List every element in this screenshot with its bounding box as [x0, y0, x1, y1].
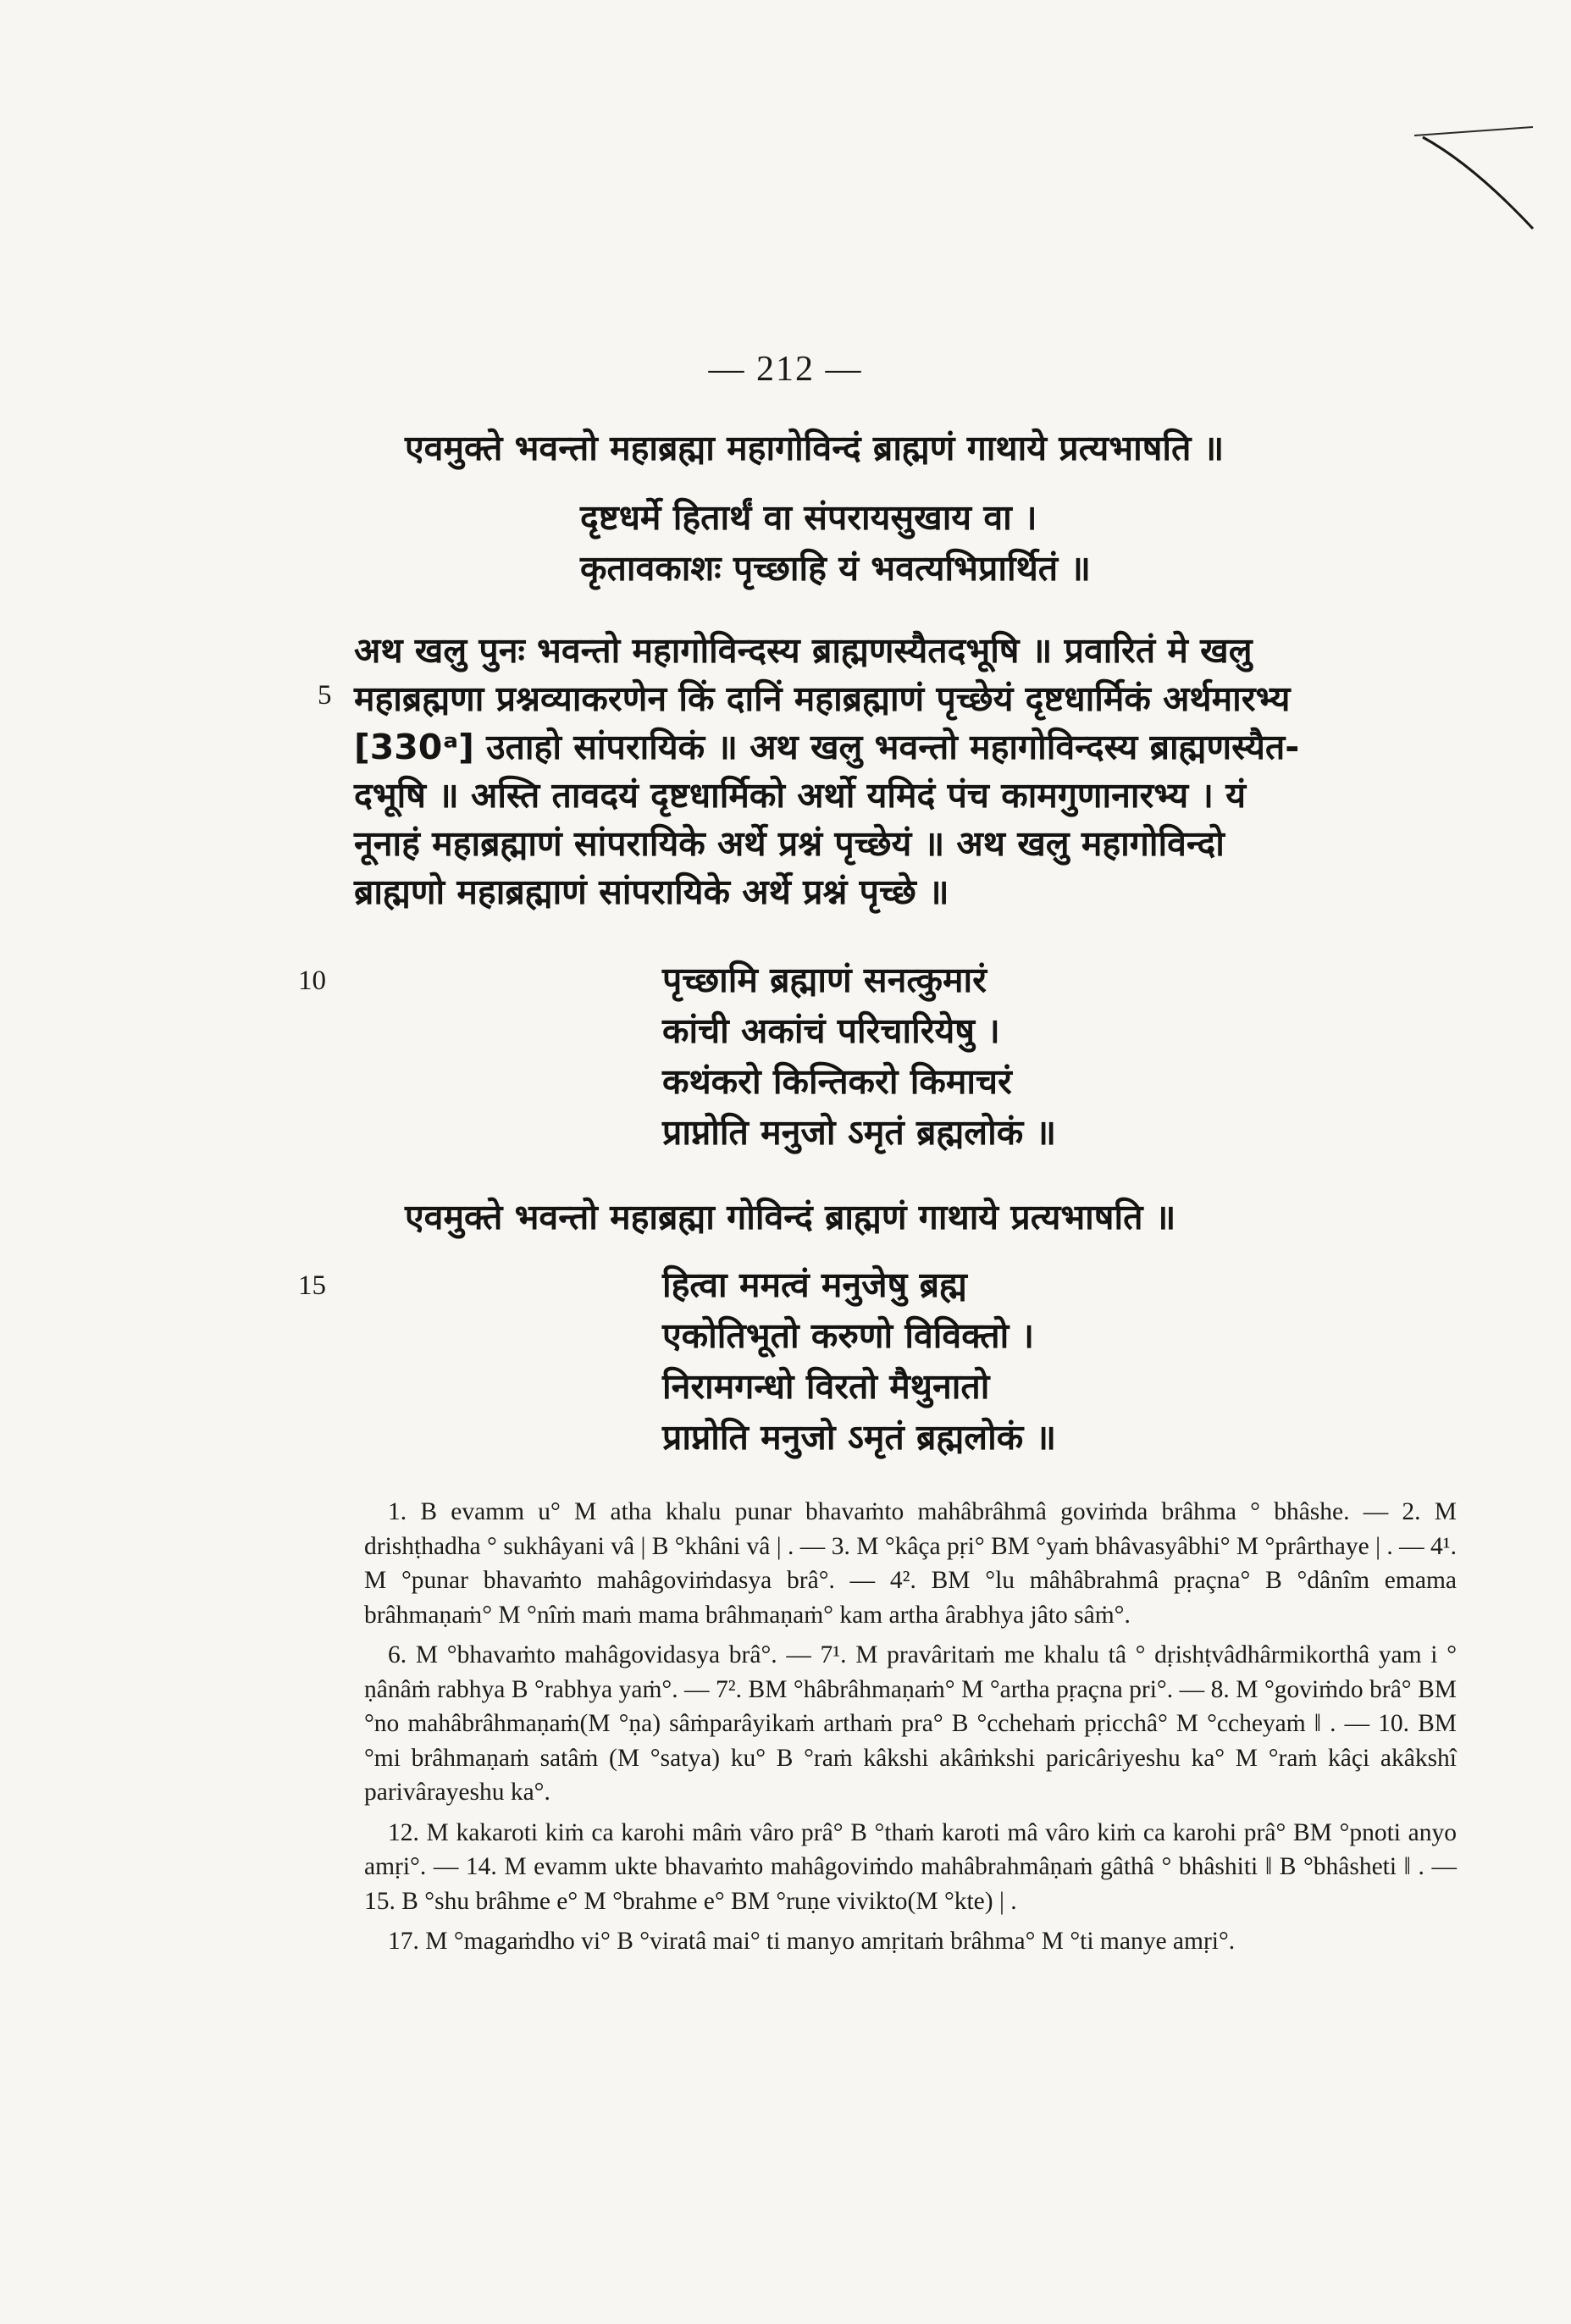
line-number-10: 10 [298, 966, 326, 996]
prose-line-2: महाब्रह्मणा प्रश्नव्याकरणेन किं दानिं महाब्रह्माणं पृच्छेयं दृष्टधार्मिकं अर्थमारभ्य [354, 678, 1291, 719]
verse-2-line-2: कांची अकांचं परिचारियेषु । [662, 1010, 1000, 1051]
prose-line-1: अथ खलु पुनः भवन्तो महागोविन्दस्य ब्राह्मणस्यैतदभूषि ॥ प्रवारितं मे खलु [354, 630, 1253, 671]
verse-2-line-3: कथंकरो किन्तिकरो किमाचरं [662, 1061, 1012, 1102]
verse-2-line-1: पृच्छामि ब्रह्माणं सनत्कुमारं [662, 960, 987, 1000]
intro-line-2: एवमुक्ते भवन्तो महाब्रह्मा गोविन्दं ब्राह्मणं गाथाये प्रत्यभाषति ॥ [405, 1197, 1176, 1237]
page-number: — 212 — [708, 350, 863, 389]
prose-line-5: नूनाहं महाब्रह्माणं सांपरायिके अर्थे प्रश्नं पृच्छेयं ॥ अथ खलु महागोविन्दो [354, 823, 1225, 864]
line-number-5: 5 [318, 680, 332, 711]
verse-2-line-4: प्राप्नोति मनुजो ऽमृतं ब्रह्मलोकं ॥ [662, 1112, 1057, 1153]
verse-3-line-1: हित्वा ममत्वं मनुजेषु ब्रह्म [662, 1264, 967, 1305]
verse-1-line-2: कृतावकाशः पृच्छाहि यं भवत्यभिप्रार्थितं ॥ [580, 548, 1091, 589]
corner-scratch-mark [1406, 119, 1541, 237]
note-paragraph: 6. M °bhavaṁto mahâgovidasya brâ°. — 7¹. M pravâritaṁ me khalu tâ ° dṛishṭvâdhârmikorthâ yam i ° ṇânâṁ rabhya B °rabhya yaṁ°. — 7². BM °hâbrâhmaṇaṁ° M °artha pṛaçna pri°. — 8. M °goviṁdo brâ° BM °no mahâbrâhmaṇaṁ(M °ṇa) sâṁparâyikaṁ arthaṁ pra° B °cchehaṁ pṛicchâ° M °ccheyaṁ ‖ . — 10. BM °mi brâhmaṇaṁ satâṁ (M °satya) ku° B °raṁ kâkshi akâṁkshi paricâriyeshu ka° M °raṁ kâçi akâkshî parivârayeshu ka°. [364, 1641, 1457, 1806]
note-paragraph: 12. M kakaroti kiṁ ca karohi mâṁ vâro prâ° B °thaṁ karoti mâ vâro kiṁ ca karohi prâ° BM °pnoti anyo amṛi°. — 14. M evamm ukte bhavaṁto mahâgoviṁdo mahâbrahmâṇaṁ gâthâ ° bhâshiti ‖ B °bhâsheti ‖ . — 15. B °shu brâhme e° M °brahme e° BM °ruṇe vivikto(M °kte) | . [364, 1818, 1457, 1915]
prose-line-6: ब्राह्मणो महाब्रह्माणं सांपरायिके अर्थे प्रश्नं पृच्छे ॥ [354, 872, 949, 912]
verse-1-line-1: दृष्टधर्मे हितार्थं वा संपरायसुखाय वा । [580, 497, 1037, 538]
note-paragraph: 1. B evamm u° M atha khalu punar bhavaṁto mahâbrâhmâ goviṁda brâhma ° bhâshe. — 2. M drishṭhadha ° sukhâyani vâ | B °khâni vâ | . — 3. M °kâça pṛi° BM °yaṁ bhâvasyâbhi° M °prârthaye | . — 4¹. M °punar bhavaṁto mahâgoviṁdasya brâ°. — 4². BM °lu mâhâbrahmâ pṛaçna° B °dânîm emama brâhmaṇaṁ° M °nîṁ maṁ mama brâhmaṇaṁ° kam artha ârabhya jâto sâṁ°. [364, 1498, 1457, 1629]
intro-line-1: एवमुक्ते भवन्तो महाब्रह्मा महागोविन्दं ब्राह्मणं गाथाये प्रत्यभाषति ॥ [405, 428, 1225, 468]
critical-apparatus-notes [364, 1495, 1457, 1965]
prose-line-4: दभूषि ॥ अस्ति तावदयं दृष्टधार्मिको अर्थो यमिदं पंच कामगुणानारभ्य । यं [354, 775, 1247, 816]
verse-3-line-2: एकोतिभूतो करुणो विविक्तो । [662, 1315, 1035, 1356]
verse-3-line-4: प्राप्नोति मनुजो ऽमृतं ब्रह्मलोकं ॥ [662, 1417, 1057, 1458]
line-number-15: 15 [298, 1270, 326, 1301]
prose-line-3: [330ᵃ] उताहो सांपरायिकं ॥ अथ खलु भवन्तो महागोविन्दस्य ब्राह्मणस्यैत- [354, 727, 1300, 767]
note-paragraph: 17. M °magaṁdho vi° B °viratâ mai° ti manyo amṛitaṁ brâhma° M °ti manye amṛi°. [388, 1928, 1236, 1955]
verse-3-line-3: निरामगन्धो विरतो मैथुनातो [662, 1366, 990, 1407]
